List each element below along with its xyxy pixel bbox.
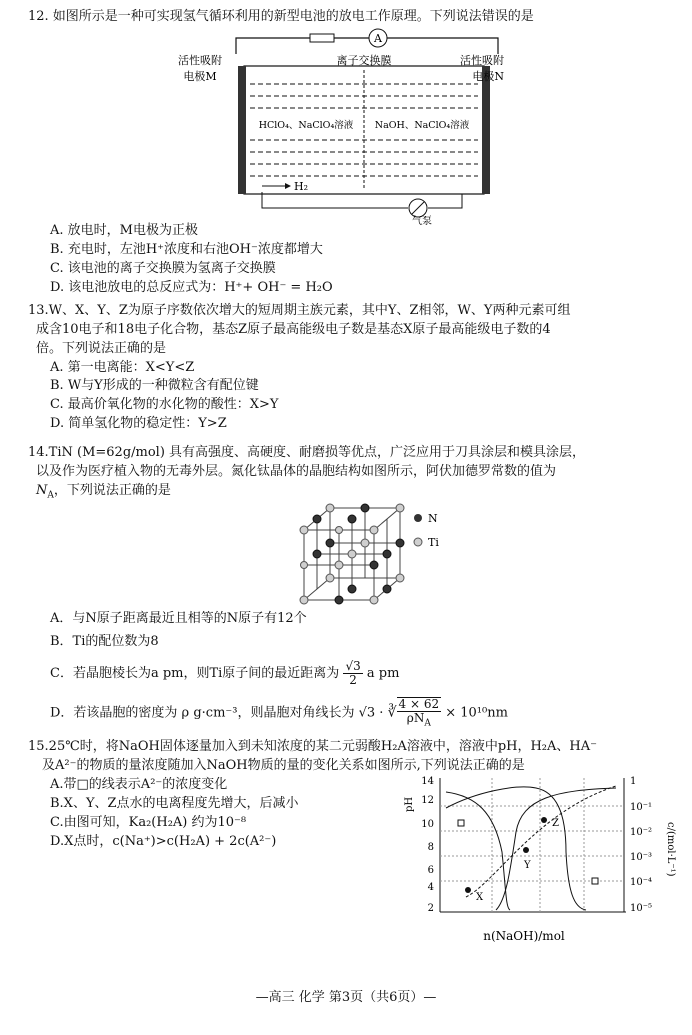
svg-text:10⁻¹: 10⁻¹ — [630, 802, 653, 813]
point-z — [541, 817, 547, 823]
svg-text:10⁻²: 10⁻² — [630, 827, 653, 838]
q12-option-c: C. 该电池的离子交换膜为氢离子交换膜 — [50, 260, 276, 276]
q13-option-c: C. 最高价氧化物的水化物的酸性：X>Y — [50, 397, 279, 413]
chart-ylabel-right: c/(mol·L⁻¹) — [665, 822, 676, 877]
resistor-icon — [310, 34, 334, 42]
legend-ti-icon — [414, 538, 422, 546]
q15-option-a: A.带□的线表示A²⁻的浓度变化 — [50, 777, 228, 792]
svg-text:6: 6 — [427, 865, 434, 876]
svg-text:1: 1 — [630, 776, 637, 787]
q14-stem-1: 14.TiN (M=62g/mol) 具有高强度、高硬度、耐磨损等优点，广泛应用于刀具涂层和模具涂层， — [28, 445, 586, 460]
q14-options — [28, 610, 668, 730]
q12-options — [28, 222, 668, 297]
question-12 — [28, 8, 668, 27]
q14-stem-2: 以及作为医疗植入物的无毒外层。氮化钛晶体的晶胞结构如图所示，阿伏加德罗常数的值为 — [36, 463, 557, 479]
pump-label: 气泵 — [412, 216, 432, 227]
q13-option-b: B. W与Y形成的一种微粒含有配位键 — [50, 378, 259, 394]
left-solution-label: HClO₄、NaClO₄溶液 — [258, 120, 354, 131]
page-footer: —高三 化学 第3页（共6页）— — [255, 990, 437, 1005]
electrode-n — [482, 66, 490, 194]
q13-option-d: D. 简单氢化物的稳定性：Y>Z — [50, 416, 227, 432]
question-13 — [28, 302, 668, 434]
legend-n-label: N — [428, 512, 438, 525]
q13-stem-1: 13.W、X、Y、Z为原子序数依次增大的短周期主族元素，其中Y、Z相邻，W、Y两种元素可组 — [28, 303, 571, 318]
electrode-n-label-1: 活性吸附 — [460, 54, 504, 67]
svg-text:X: X — [476, 892, 484, 903]
q14-option-a: A．与N原子距离最近且相等的N原子有12个 — [50, 611, 307, 626]
svg-text:2: 2 — [427, 903, 434, 914]
q15-stem-2: 及A²⁻的物质的量浓度随加入NaOH物质的量的变化关系如图所示,下列说法正确的是 — [42, 757, 525, 773]
question-14 — [28, 444, 668, 502]
ph-concentration-chart — [406, 772, 676, 952]
q15-option-b: B.X、Y、Z点水的电离程度先增大，后减小 — [50, 795, 299, 811]
chart-ylabel-left: pH — [404, 796, 415, 812]
electrode-n-label-2: 电极N — [472, 70, 504, 83]
ammeter-label: A — [374, 32, 382, 45]
q12-option-d: D. 该电池放电的总反应式为：H⁺+ OH⁻ = H₂O — [50, 279, 333, 295]
q13-option-a: A. 第一电离能：X<Y<Z — [50, 359, 195, 375]
q13-stem-2: 成含10电子和18电子化合物，基态Z原子最高能级电子数是基态X原子最高能级电子数的4 — [36, 321, 551, 337]
q14-stem-3: $N_A$，下列说法正确的是 — [36, 482, 171, 501]
svg-text:Z: Z — [552, 818, 559, 829]
electrode-m — [238, 66, 246, 194]
q12-option-a: A. 放电时，M电极为正极 — [50, 223, 198, 238]
q14-option-c: C．若晶胞棱长为a pm，则Ti原子间的最近距离为 $\frac{√3}{2}$ a pm — [50, 658, 400, 687]
q14-option-b: B．Ti的配位数为8 — [50, 633, 159, 649]
svg-text:10: 10 — [421, 819, 434, 830]
point-y — [523, 847, 529, 853]
svg-text:10⁻⁴: 10⁻⁴ — [630, 877, 653, 888]
electrode-m-label-1: 活性吸附 — [178, 54, 222, 67]
point-x — [465, 887, 471, 893]
svg-text:Y: Y — [524, 860, 531, 871]
svg-text:12: 12 — [421, 795, 434, 806]
q12-option-b: B. 充电时，左池H⁺浓度和右池OH⁻浓度都增大 — [50, 241, 323, 257]
h2-label: H₂ — [294, 180, 309, 193]
q15-option-d: D.X点时，c(Na⁺)>c(H₂A) + 2c(A²⁻) — [50, 833, 277, 849]
svg-text:10⁻³: 10⁻³ — [630, 852, 653, 863]
q12-stem: 12. 如图所示是一种可实现氢气循环利用的新型电池的放电工作原理。下列说法错误的是 — [28, 9, 534, 24]
q15-option-c: C.由图可知，Ka₂(H₂A) 约为10⁻⁸ — [50, 814, 247, 830]
crystal-cell-diagram — [296, 500, 486, 612]
q13-stem-3: 倍。下列说法正确的是 — [36, 340, 167, 356]
q14-option-d: D．若该晶胞的密度为 ρ g·cm⁻³，则晶胞对角线长为 √3 · ∛ $\frac{4 \times 62}{\rho N_A}$ × 10¹⁰nm — [50, 697, 508, 729]
legend-ti-label: Ti — [428, 536, 439, 549]
svg-text:8: 8 — [427, 842, 434, 853]
question-15 — [28, 738, 668, 776]
svg-text:10⁻⁵: 10⁻⁵ — [630, 903, 653, 914]
membrane-label: 离子交换膜 — [336, 54, 392, 67]
top-wire — [236, 38, 498, 54]
electrode-m-label-2: 电极M — [183, 70, 217, 83]
q14-c-fraction: $\frac{√3}{2}$ — [345, 658, 361, 687]
na-symbol: N — [36, 482, 48, 498]
svg-text:4: 4 — [427, 882, 434, 893]
right-solution-label: NaOH、NaClO₄溶液 — [374, 120, 470, 131]
legend-n-icon — [414, 514, 422, 522]
battery-diagram — [178, 28, 508, 227]
chart-xlabel: n(NaOH)/mol — [483, 929, 565, 943]
q14-d-fraction: $\frac{4 \times 62}{\rho N_A}$ — [398, 697, 440, 729]
q15-stem-1: 15.25℃时，将NaOH固体逐量加入到未知浓度的某二元弱酸H₂A溶液中，溶液中pH，H₂A、HA⁻ — [28, 739, 597, 754]
q15-options — [28, 776, 408, 851]
svg-text:14: 14 — [421, 776, 434, 787]
